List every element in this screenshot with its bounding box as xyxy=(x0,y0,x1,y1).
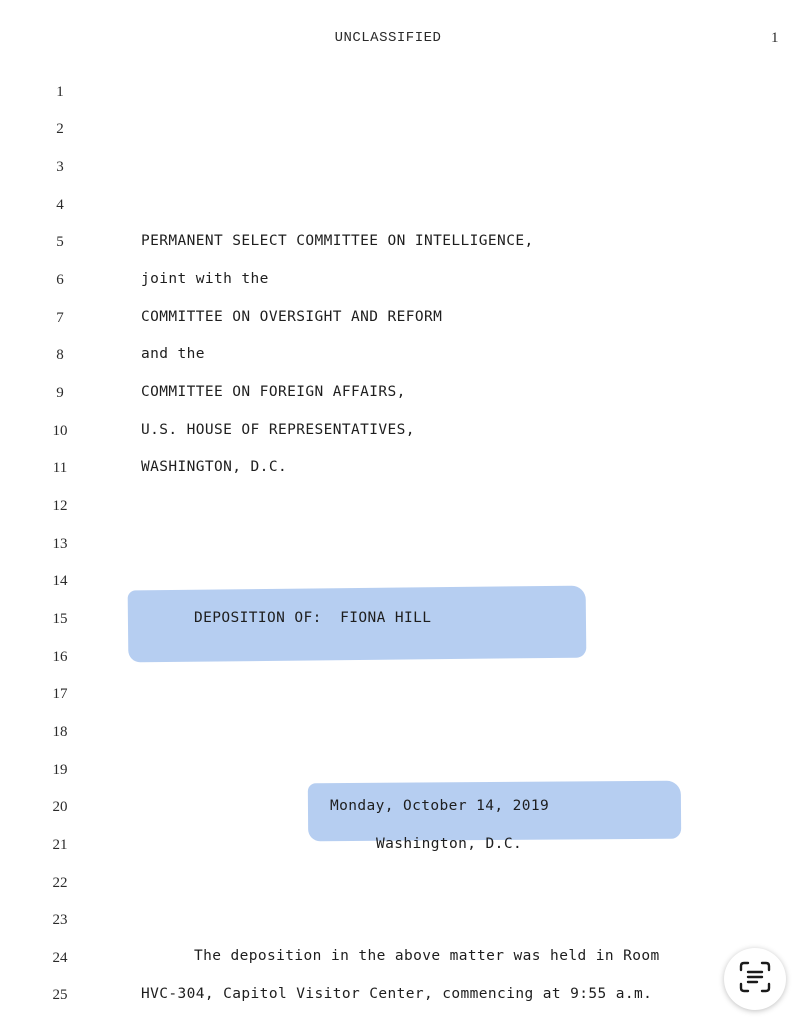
line-6-text: joint with the xyxy=(141,271,269,287)
line-number: 5 xyxy=(56,234,64,250)
text-scan-button[interactable] xyxy=(724,948,786,1010)
classification-header: UNCLASSIFIED xyxy=(334,30,442,46)
line-number: 22 xyxy=(52,875,68,891)
line-number: 25 xyxy=(52,987,68,1003)
line-number: 9 xyxy=(56,385,64,401)
line-number: 20 xyxy=(52,799,68,815)
line-number: 21 xyxy=(52,837,68,853)
line-number: 19 xyxy=(52,762,68,778)
line-number: 1 xyxy=(56,84,64,100)
line-number: 8 xyxy=(56,347,64,363)
deposition-date: Monday, October 14, 2019 xyxy=(330,798,550,814)
line-number: 2 xyxy=(56,121,64,137)
line-number: 4 xyxy=(56,197,64,213)
text-scan-icon xyxy=(738,960,772,998)
line-number: 16 xyxy=(52,649,68,665)
line-24-text: The deposition in the above matter was held in Room xyxy=(194,948,660,964)
line-number: 11 xyxy=(52,460,68,476)
deposition-location: Washington, D.C. xyxy=(376,836,523,852)
line-9-text: COMMITTEE ON FOREIGN AFFAIRS, xyxy=(141,384,406,400)
line-7-text: COMMITTEE ON OVERSIGHT AND REFORM xyxy=(141,309,443,325)
line-number: 13 xyxy=(52,536,68,552)
line-25-text: HVC-304, Capitol Visitor Center, commencing at 9:55 a.m. xyxy=(141,986,653,1002)
line-number: 17 xyxy=(52,686,68,702)
line-number: 12 xyxy=(52,498,68,514)
line-number: 18 xyxy=(52,724,68,740)
line-number: 23 xyxy=(52,912,68,928)
line-number: 24 xyxy=(52,950,68,966)
line-10-text: U.S. HOUSE OF REPRESENTATIVES, xyxy=(141,422,415,438)
deposition-title: DEPOSITION OF: FIONA HILL xyxy=(194,610,432,626)
line-number: 10 xyxy=(52,423,68,439)
line-number: 14 xyxy=(52,573,68,589)
line-number: 15 xyxy=(52,611,68,627)
page-number: 1 xyxy=(771,30,779,46)
line-number: 7 xyxy=(56,310,64,326)
line-number: 6 xyxy=(56,272,64,288)
line-8-text: and the xyxy=(141,346,205,362)
line-11-text: WASHINGTON, D.C. xyxy=(141,459,288,475)
line-5-text: PERMANENT SELECT COMMITTEE ON INTELLIGENCE, xyxy=(141,233,534,249)
line-number: 3 xyxy=(56,159,64,175)
